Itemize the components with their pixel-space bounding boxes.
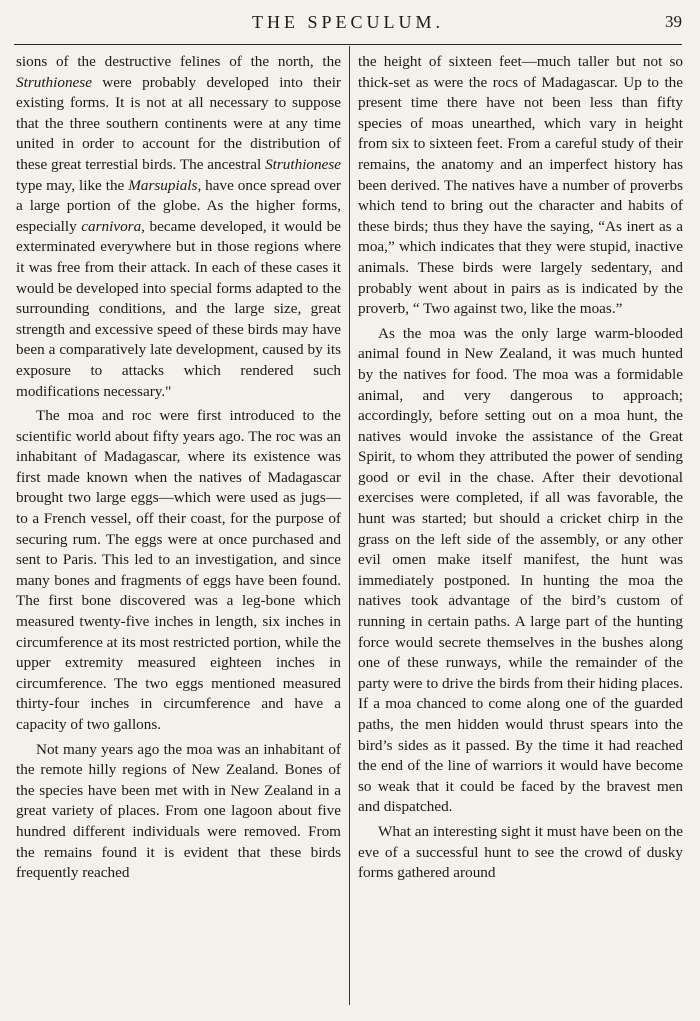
paragraph: What an interesting sight it must have been on the eve of a successful hunt to see the crowd of dusky forms gathered around [358,822,683,882]
page-header [14,8,682,36]
paragraph: sions of the destructive felines of the north, the Struthionese were probably developed into their existing forms. It is not at all necessary to suppose that the three southern continents were at any time united in order to account for the distribution of these great terrestial birds. The ancestral Struthionese type may, like the Marsupials, have once spread over a large portion of the globe. As the higher forms, especially carnivora, became developed, it would be exterminated everywhere but in those regions where it was free from their attack. In each of these cases it would be developed into special forms adapted to the surrounding conditions, and the large size, great strength and excessive speed of these birds may have been a comparatively late development, caused by its exposure to attacks which rendered such modifications necessary." [16,53,341,400]
running-title: THE SPECULUM. [251,12,444,32]
paragraph: the height of sixteen feet—much taller but not so thick-set as were the rocs of Madagascar. Up to the present time there have not been less than fifty species of moas unearthed, which vary in height from six to sixteen feet. From a careful study of their remains, the anatomy and an imperfect history has been derived. The natives have a number of proverbs which tend to bring out the character and habits of these birds; thus they have the saying, “As inert as a moa,” which indicates that they were stupid, inactive animals. These birds were largely sedentary, and probably went about in pairs as is indicated by the proverb, “ Two against two, like the moas.” [358,53,683,318]
header-rule [14,44,682,45]
right-column [358,52,683,884]
column-divider [349,46,350,1005]
page-number: 39 [665,12,682,31]
paragraph: The moa and roc were first introduced to the scientific world about fifty years ago. The roc was an inhabitant of Madagascar, where its existence was first made known when the natives of Madagascar brought two large eggs—which were used as jugs—to a French vessel, off their coast, for the purpose of securing rum. The eggs were at once purchased and sent to Paris. This led to an investigation, and since many bones and fragments of eggs have been found. The first bone discovered was a leg-bone which measured twenty-five inches in length, six inches in circumference at its most restricted portion, while the upper extremity measured eighteen inches in circumference. The two eggs mentioned measured thirty-four inches in circumference and have a capacity of two gallons. [16,407,341,733]
left-column [16,52,341,884]
paragraph: As the moa was the only large warm-blooded animal found in New Zealand, it was much hunted by the natives for food. The moa was a formidable animal, and very dangerous to approach; accordingly, before setting out on a moa hunt, the natives would invoke the assistance of the Great Spirit, to whom they attributed the power of sending good or evil in the chase. After their devotional exercises were completed, if all was favorable, the hunt was started; but should a cricket chirp in the grass on the left side of the assembly, or any other evil omen make itself manifest, the hunt was immediately postponed. In hunting the moa the natives took advantage of the bird’s custom of running in certain paths. A large part of the hunting force would secrete themselves in the bushes along one of these runways, while the remainder of the party were to drive the birds from their hiding places. If a moa chanced to come along one of the guarded paths, the men hidden would thrust spears into the bird’s sides as it passed. By the time it had reached the end of the line of warriors it would have become so weak that it could be faced by the bravest men and dispatched. [358,324,683,816]
paragraph: Not many years ago the moa was an inhabitant of the remote hilly regions of New Zealand. Bones of the species have been met with in New Zealand in a great variety of places. From one lagoon about five hundred different individuals were removed. From the remains found it is evident that these birds frequently reached [16,740,341,882]
